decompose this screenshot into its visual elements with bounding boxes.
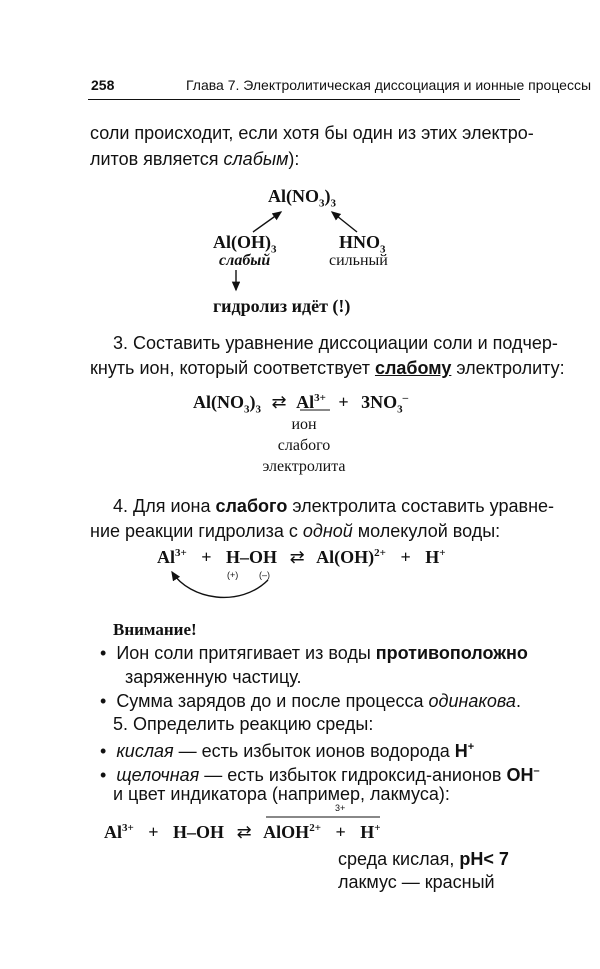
- water-neg-label: (–): [259, 570, 270, 580]
- step3-line-1: 3. Составить уравнение диссоциации соли и подчер-: [113, 333, 558, 353]
- attention-bullet-alkaline: • щелочная — есть избыток гидроксид-анионов OH–: [100, 765, 540, 785]
- step4-line-1: 4. Для иона слабого электролита составить уравне-: [113, 496, 555, 516]
- final-bracket-charge: 3+: [335, 803, 346, 813]
- intro-line-1: соли происходит, если хотя бы один из этих электро-: [90, 123, 534, 143]
- attention-bullet-1: • Ион соли притягивает из воды противоположно: [100, 643, 528, 663]
- attention-bullet-acid: • кислая — есть избыток ионов водорода H+: [100, 741, 475, 761]
- final-litmus: лакмус — красный: [338, 872, 495, 892]
- attention-bullet-1-cont: заряженную частицу.: [125, 667, 302, 687]
- final-medium: среда кислая, pH< 7: [338, 849, 509, 869]
- step4-equation: $Al^{3+} + H-OH$ ⇄ Al(OH)$^{2+}$ + H+: [157, 547, 446, 567]
- attention-indicator-line: и цвет индикатора (например, лакмуса):: [113, 784, 450, 804]
- step3-line-2: кнуть ион, который соответствует слабому электролиту:: [90, 358, 565, 378]
- attention-title: Внимание!: [113, 620, 197, 639]
- chapter-title: Глава 7. Электролитическая диссоциация и ионные процессы: [186, 77, 592, 93]
- step4-line-2: ние реакции гидролиза с одной молекулой воды:: [90, 521, 501, 541]
- step5-line: 5. Определить реакцию среды:: [113, 714, 374, 734]
- arrow-base-to-salt: [253, 212, 281, 232]
- attention-bullet-2: • Сумма зарядов до и после процесса одинакова.: [100, 691, 521, 711]
- scheme-acid: $HNO_3$: [339, 232, 386, 256]
- scheme-base: $Al(OH)_3$: [213, 232, 277, 256]
- final-equation: $Al^{3+} + H-OH$ ⇄ AlOH$^{2+}$ + H+: [104, 822, 381, 842]
- scheme-result: гидролиз идёт (!): [213, 296, 351, 316]
- curved-arrow-hydrolysis: [172, 572, 268, 597]
- step3-note: ион слабого электролита: [262, 416, 346, 475]
- page-number: 258: [91, 77, 115, 93]
- scheme-strong-label: сильный: [329, 252, 388, 269]
- intro-line-2: литов является слабым):: [90, 149, 300, 169]
- step3-equation: $Al(NO_3)_3$ ⇄ $Al^{3+} + 3NO_3^-$: [193, 392, 409, 416]
- scheme-salt: $Al(NO_3)_3$: [268, 186, 336, 210]
- water-pos-label: (+): [227, 570, 239, 580]
- scheme-weak-label: слабый: [219, 252, 271, 269]
- arrow-acid-to-salt: [332, 212, 357, 232]
